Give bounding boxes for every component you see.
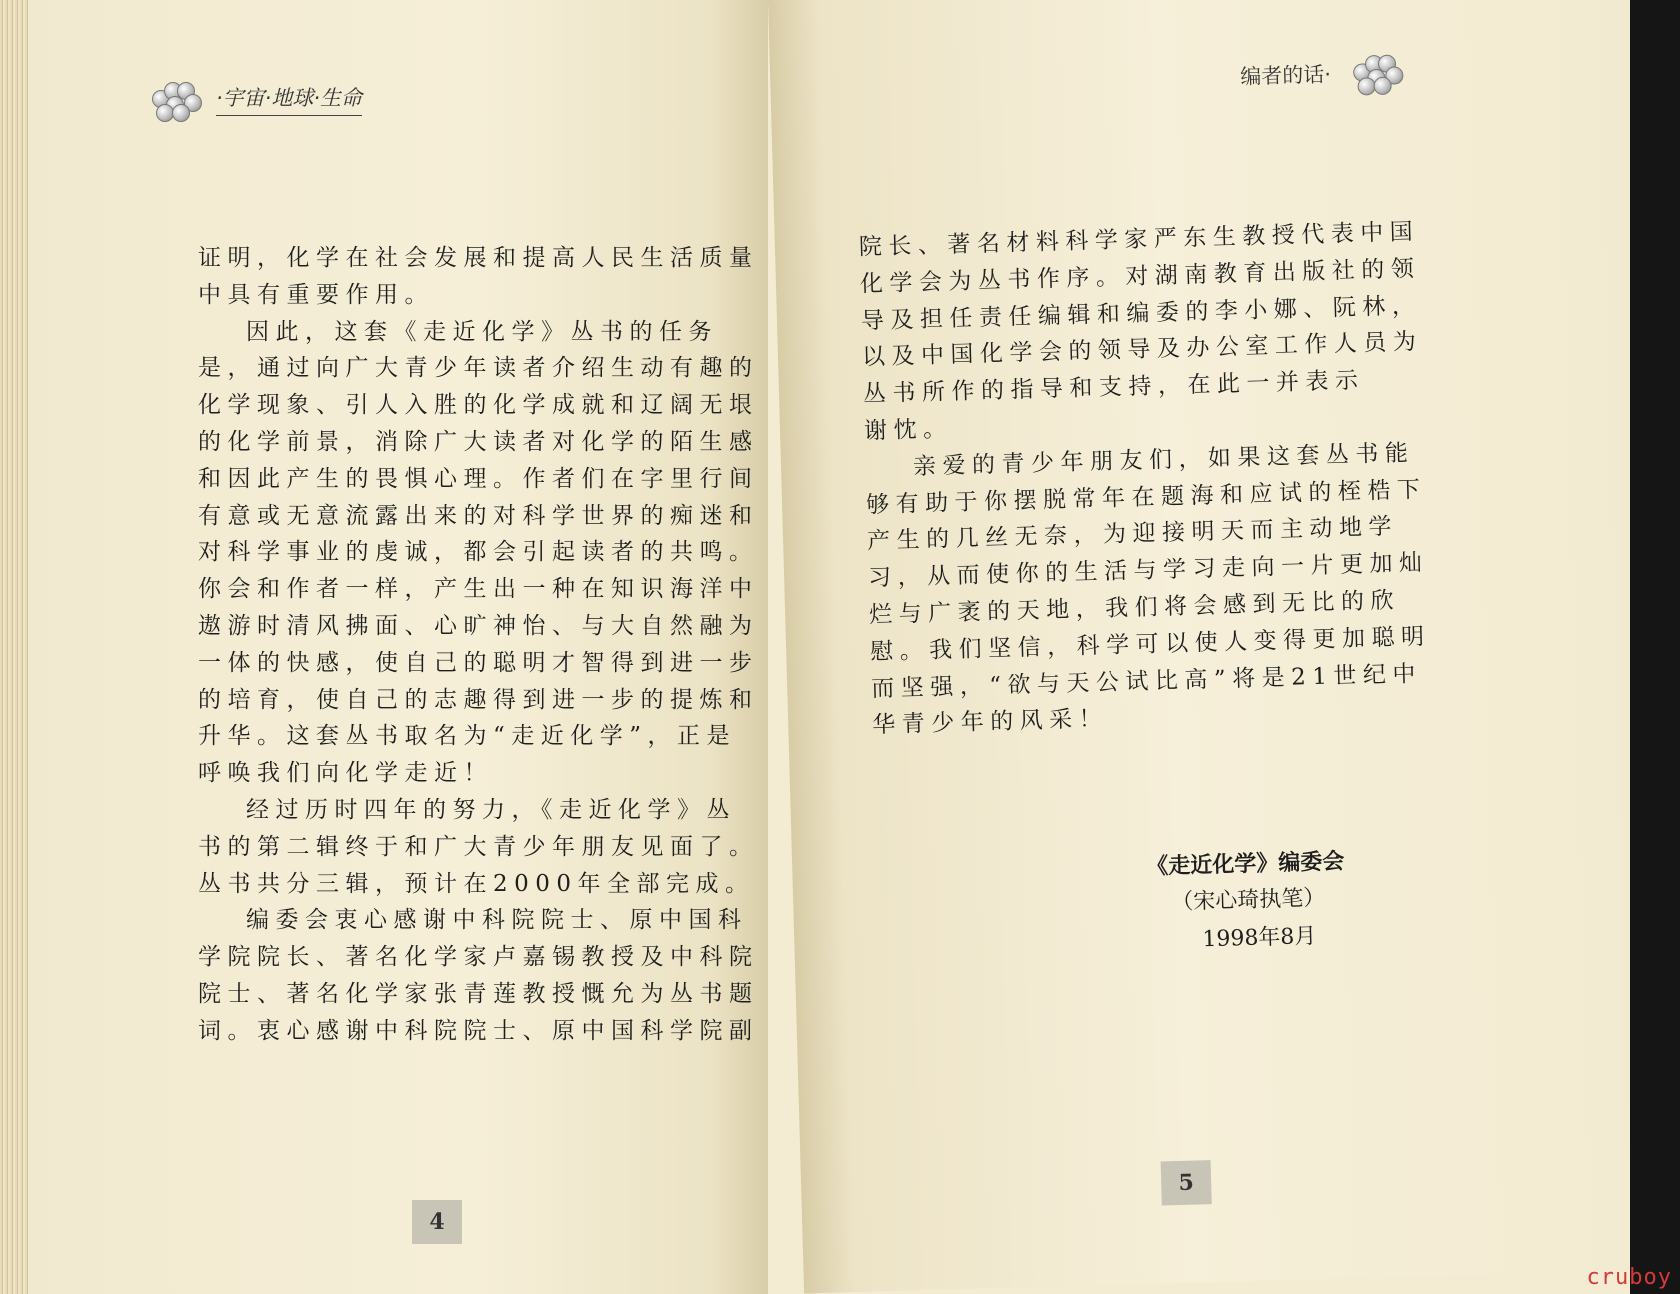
watermark: cruboy: [1586, 1265, 1672, 1290]
left-page: [28, 0, 768, 1294]
right-header-text: 编者的话·: [1239, 62, 1332, 89]
text-line: 的培育，使自己的志趣得到进一步的提炼和: [198, 686, 759, 713]
text-line: 升华。这套丛书取名为“走近化学”，正是: [198, 723, 737, 750]
scanner-background: [1630, 0, 1680, 1294]
text-line: 亲爱的青少年朋友们，如果这套丛书能: [912, 439, 1415, 480]
text-line: 够有助于你摆脱常年在题海和应试的桎梏下: [865, 476, 1427, 519]
text-line: 谢忱。: [863, 416, 953, 445]
text-line: 产生的几丝无奈，为迎接明天而主动地学: [866, 513, 1399, 555]
text-line: 是，通过向广大青少年读者介绍生动有趣的: [198, 355, 759, 382]
text-line: 丛书共分三辑，预计在2000年全部完成。: [198, 870, 755, 897]
molecule-icon: [1350, 50, 1401, 93]
text-line: 对科学事业的虔诚，都会引起读者的共鸣。: [198, 539, 759, 566]
right-page-number: 5: [1161, 1160, 1212, 1205]
text-line: 呼唤我们向化学走近！: [198, 760, 493, 787]
left-body-text: [198, 240, 759, 1050]
text-line: 习，从而使你的生活与学习走向一片更加灿: [867, 549, 1429, 592]
text-line: 而坚强，“欲与天公试比高”将是21世纪中: [870, 660, 1423, 702]
text-line: 经过历时四年的努力，《走近化学》丛: [246, 796, 736, 823]
left-running-header: [150, 78, 362, 120]
text-line: 学院院长、著名化学家卢嘉锡教授及中科院: [198, 944, 759, 971]
left-page-number: 4: [412, 1200, 462, 1244]
signature: 《走近化学》编委会: [1145, 848, 1345, 880]
left-header-text: ·宇宙·地球·生命: [216, 82, 362, 116]
text-line: 词。衷心感谢中科院院士、原中国科学院副: [198, 1017, 759, 1044]
text-line: 化学会为丛书作序。对湖南教育出版社的领: [859, 255, 1421, 298]
text-line: 华青少年的风采！: [871, 706, 1109, 739]
page-edges: [0, 0, 28, 1294]
text-line: 院长、著名材料科学家严东生教授代表中国: [858, 218, 1420, 261]
text-line: 院士、著名化学家张青莲教授慨允为丛书题: [198, 980, 759, 1007]
text-line: 的化学前景，消除广大读者对化学的陌生感: [198, 428, 759, 455]
text-line: 中具有重要作用。: [198, 281, 434, 308]
text-line: 丛书所作的指导和支持，在此一并表示: [862, 367, 1365, 408]
writer-note: （宋心琦执笔）: [1170, 885, 1326, 916]
right-running-header: [1240, 50, 1402, 96]
text-line: 证明，化学在社会发展和提高人民生活质量: [198, 245, 759, 271]
text-line: 烂与广袤的天地，我们将会感到无比的欣: [868, 587, 1401, 629]
text-line: 导及担任责任编辑和编委的李小娜、阮林，: [860, 292, 1422, 335]
molecule-icon: [150, 78, 200, 120]
text-line: 因此，这套《走近化学》丛书的任务: [246, 318, 718, 345]
text-line: 你会和作者一样，产生出一种在知识海洋中: [198, 576, 759, 603]
text-line: 以及中国化学会的领导及办公室工作人员为: [861, 329, 1423, 371]
right-body-text: [858, 214, 1433, 745]
text-line: 编委会衷心感谢中科院院士、原中国科: [246, 907, 748, 934]
text-line: 遨游时清风拂面、心旷神怡、与大自然融为: [198, 612, 759, 639]
text-line: 和因此产生的畏惧心理。作者们在字里行间: [198, 465, 759, 492]
text-line: 慰。我们坚信，科学可以使人变得更加聪明: [869, 623, 1431, 666]
text-line: 一体的快感，使自己的聪明才智得到进一步: [198, 649, 759, 676]
text-line: 化学现象、引人入胜的化学成就和辽阔无垠: [198, 392, 759, 419]
date: 1998年8月: [1202, 924, 1317, 953]
text-line: 有意或无意流露出来的对科学世界的痴迷和: [198, 502, 759, 529]
text-line: 书的第二辑终于和广大青少年朋友见面了。: [198, 833, 759, 860]
right-page: [768, 0, 1666, 1293]
